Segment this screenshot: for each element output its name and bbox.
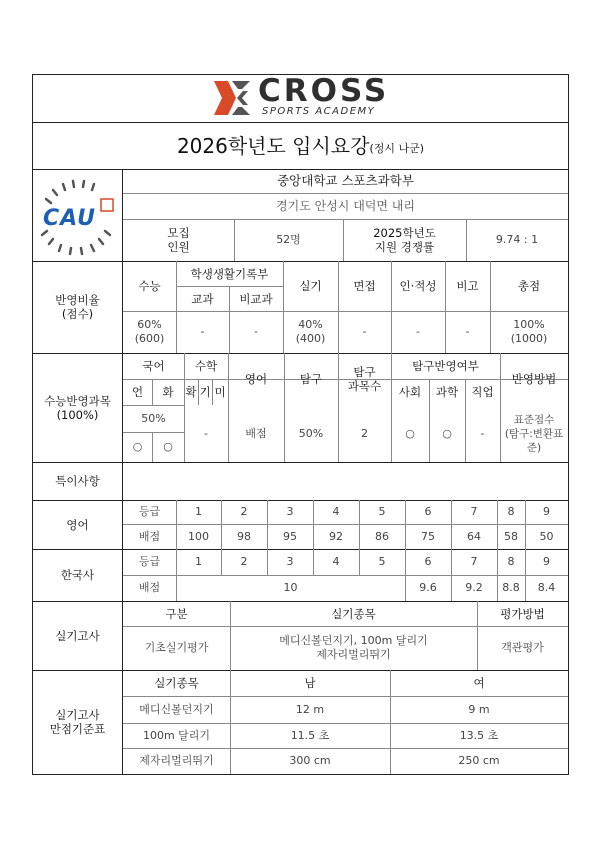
header-interview: 면접: [353, 279, 376, 293]
perfect-event-cell: 100m 달리기: [142, 728, 211, 742]
english-score-cell: 75: [421, 529, 435, 543]
university-campus: 경기도 안성시 대덕면 내리: [276, 199, 415, 213]
history-grade-cell: 6: [424, 555, 432, 568]
header-inquiry-reflect: 탐구반영여부: [412, 359, 479, 373]
history-grade-cell: 2: [240, 555, 248, 568]
history-label: 한국사: [60, 568, 95, 582]
suneung-label: 수능반영과목 (100%): [44, 393, 111, 422]
value-method: 표준점수 (탐구:변환표준): [504, 413, 564, 454]
english-score-cell: 100: [188, 529, 209, 543]
value-job: -: [480, 426, 485, 440]
value-social: ○: [405, 426, 415, 440]
history-score-cell: 9.2: [465, 581, 483, 594]
perfect-male-cell: 12 m: [295, 702, 325, 716]
value-subject: -: [200, 325, 205, 338]
history-grade-cell: 1: [195, 555, 202, 568]
practical-header-events: 실기종목: [331, 606, 376, 621]
english-grade-label: 등급: [138, 505, 161, 518]
english-grade-cell: 2: [240, 505, 248, 518]
reflection-label: 반영비율 (점수): [55, 293, 100, 321]
value-non-subject: -: [254, 325, 258, 338]
special-label: 특이사항: [55, 474, 100, 488]
english-grade-cell: 5: [378, 505, 386, 518]
perfect-male-cell: 300 cm: [289, 754, 331, 767]
competition-value: 9.74 : 1: [495, 233, 539, 246]
value-character: -: [416, 325, 420, 338]
perfect-event-cell: 제자리멀리뛰기: [139, 754, 214, 767]
header-subject: 교과: [191, 291, 214, 306]
header-inquiry: 탐구: [299, 372, 323, 386]
english-score-cell: 50: [539, 529, 554, 543]
title-sub: (정시 나군): [369, 141, 425, 155]
perfect-header-event: 실기종목: [154, 676, 199, 690]
perfect-label: 실기고사 만점기준표: [49, 708, 106, 736]
value-interview: -: [362, 325, 367, 338]
value-suneung: 60% (600): [134, 318, 165, 345]
perfect-female-cell: 250 cm: [458, 754, 500, 767]
perfect-header-male: 남: [304, 676, 316, 690]
value-hwa: ○: [163, 440, 173, 453]
admission-sheet: [32, 74, 569, 775]
history-score-cell: 8.8: [502, 581, 520, 594]
header-total: 총점: [517, 279, 541, 293]
recruit-label: 모집 인원: [167, 226, 190, 254]
value-total: 100% (1000): [510, 318, 548, 345]
english-score-cell: 95: [283, 529, 297, 543]
perfect-event-cell: 메디신볼던지기: [139, 702, 214, 716]
english-score-cell: 98: [237, 529, 251, 543]
history-merged-score: 10: [283, 581, 298, 594]
practical-header-type: 구분: [165, 606, 188, 621]
english-score-cell: 92: [329, 529, 343, 543]
history-grade-label: 등급: [138, 555, 161, 568]
header-practical: 실기: [299, 279, 322, 293]
value-korean-pct: 50%: [141, 411, 166, 425]
logo-subtitle: SPORTS ACADEMY: [262, 106, 376, 117]
header-inquiry-count: 탐구 과목수: [347, 365, 382, 393]
english-score-cell: 64: [467, 529, 481, 543]
perfect-male-cell: 11.5 초: [290, 728, 330, 742]
practical-header-eval: 평가방법: [500, 606, 545, 621]
header-math: 수학: [194, 359, 218, 373]
english-grade-cell: 9: [543, 505, 550, 518]
header-hwa: 화: [162, 385, 174, 399]
header-character: 인·적성: [399, 279, 437, 293]
header-gi: 기: [199, 385, 211, 399]
header-method: 반영방법: [511, 372, 557, 386]
logo-brand: CROSS: [258, 73, 390, 109]
history-score-cell: 8.4: [537, 581, 556, 594]
header-record: 학생생활기록부: [190, 266, 269, 281]
header-mi: 미: [214, 385, 226, 399]
value-other: -: [465, 325, 470, 338]
value-practical: 40% (400): [295, 318, 326, 345]
english-grade-cell: 6: [424, 505, 432, 518]
english-grade-cell: 4: [332, 505, 340, 518]
english-grade-cell: 3: [286, 505, 294, 518]
header-suneung: 수능: [138, 279, 161, 293]
value-math: -: [204, 426, 208, 440]
history-grade-cell: 4: [332, 555, 340, 568]
value-eon: ○: [132, 440, 143, 453]
university-name: 중앙대학교 스포츠과학부: [277, 173, 414, 188]
english-label: 영어: [66, 517, 89, 532]
perfect-female-cell: 9 m: [468, 702, 490, 716]
english-grade-cell: 1: [195, 505, 202, 518]
english-grade-cell: 7: [470, 505, 478, 518]
header-job: 직업: [471, 385, 494, 399]
practical-events: 메디신볼던지기, 100m 달리기 제자리멀리뛰기: [279, 634, 428, 661]
competition-label: 2025학년도 지원 경쟁률: [373, 226, 436, 254]
header-other: 비고: [456, 279, 479, 293]
seal-text: CAU: [43, 206, 97, 231]
english-grade-cell: 8: [507, 505, 515, 518]
header-non-subject: 비교과: [239, 291, 273, 306]
practical-eval: 객관평가: [501, 641, 544, 654]
history-grade-cell: 5: [378, 555, 386, 568]
history-score-cell: 9.6: [419, 581, 437, 594]
history-score-label: 배점: [138, 581, 161, 594]
value-science: ○: [442, 426, 452, 440]
perfect-female-cell: 13.5 초: [459, 728, 499, 742]
value-english: 배점: [245, 426, 267, 440]
header-english: 영어: [244, 372, 268, 386]
header-korean: 국어: [142, 359, 165, 373]
header-hwak: 확: [185, 385, 197, 399]
history-grade-cell: 7: [470, 555, 478, 568]
perfect-header-female: 여: [473, 676, 485, 690]
history-grade-cell: 3: [286, 555, 294, 568]
header-science: 과학: [435, 385, 459, 399]
english-score-cell: 86: [375, 529, 389, 543]
practical-label: 실기고사: [55, 628, 100, 643]
history-grade-cell: 8: [507, 555, 515, 568]
header-eon: 언: [131, 385, 144, 399]
page-title: [33, 122, 568, 169]
recruit-value: 52명: [276, 233, 301, 246]
english-score-cell: 58: [504, 529, 518, 543]
university-seal: [37, 173, 119, 259]
practical-type: 기초실기평가: [144, 641, 209, 654]
header-social: 사회: [398, 385, 422, 399]
title-main: 2026학년도 입시요강: [176, 133, 370, 158]
special-value: [123, 462, 568, 500]
value-inquiry: 50%: [298, 426, 324, 440]
value-inquiry-count: 2: [361, 426, 368, 440]
english-score-label: 배점: [138, 529, 161, 543]
history-grade-cell: 9: [543, 555, 550, 568]
